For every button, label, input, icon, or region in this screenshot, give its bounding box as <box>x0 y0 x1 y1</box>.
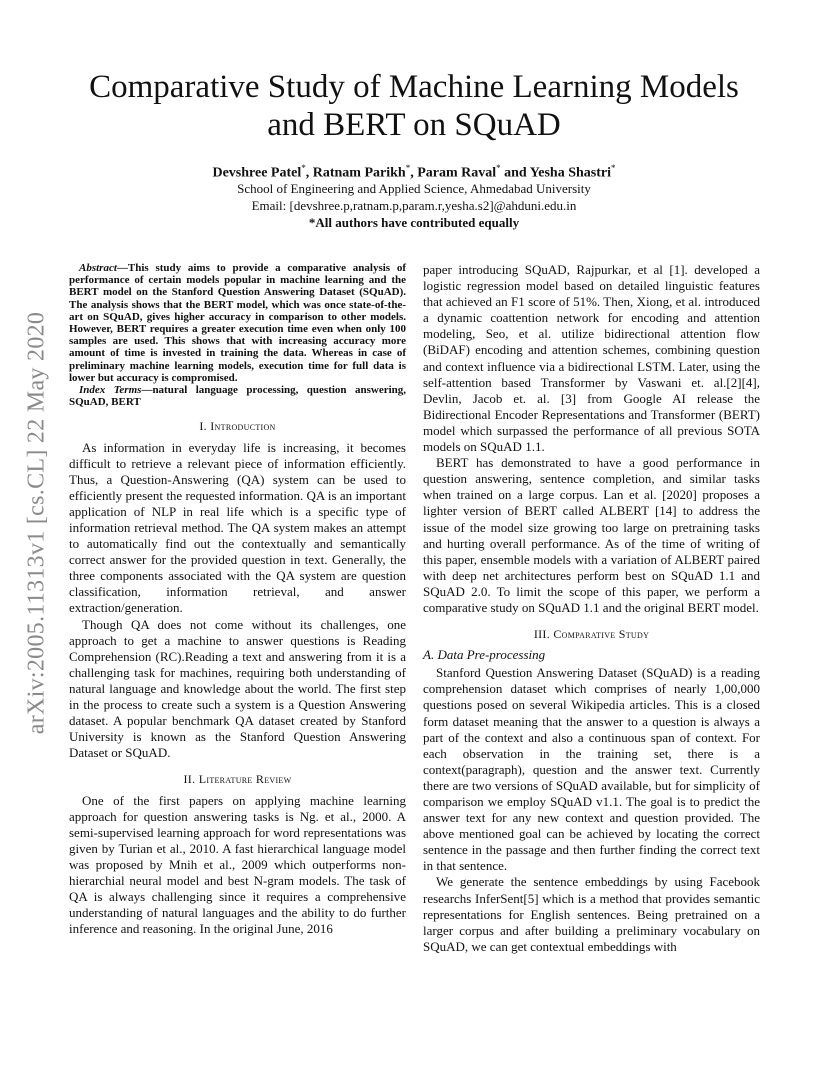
author-name: Ratnam Parikh <box>312 165 406 181</box>
affiliation: School of Engineering and Applied Science, Ahmedabad University <box>237 181 591 196</box>
section-heading-comparative-study <box>423 626 760 642</box>
title-line-2: and BERT on SQuAD <box>267 107 561 143</box>
author-name: Devshree Patel <box>212 165 302 181</box>
section-title: Comparative Study <box>553 627 650 642</box>
subsection-heading: A. Data Pre-processing <box>423 647 546 663</box>
section-heading-literature-review <box>69 771 406 787</box>
left-column <box>69 262 406 937</box>
paragraph-continued: paper introducing SQuAD, Rajpurkar, et al [1]. developed a logistic regression model based on detailed linguistic features that achieved an F1 score of 51%. Then, Xiong, et al. introduced a dynamic coattention network for encoding and attention modeling, Seo, et al. utilize bidirectional attention flow (BiDAF) encoding and attention schemes, combining question and context influence via a bidirectional LSTM. Later, using the self-attention based Transformer by Vaswani et. al.[2][4], Devlin, Jacob et. al. [3] from Google AI release the Bidirectional Encoder Representations and Transformer (BERT) model which surpassed the performance of all previous SOTA models on SQuAD 1.1. <box>423 262 760 455</box>
index-terms-label: Index Terms <box>79 384 142 397</box>
abstract-text: —This study aims to provide a comparative analysis of performance of certain models popular in machine learning and the BERT model on the Stanford Question Answering Dataset (SQuAD). The analysis shows that the BERT model, which was once state-of-the-art on SQuAD, gives higher accuracy in comparison to other models. However, BERT requires a greater execution time even when only 100 samples are used. This shows that with increasing accuracy more amount of time is invested in training the data. Whereas in case of preliminary machine learning models, execution time for full data is lower but accuracy is compromised. <box>69 262 406 384</box>
paragraph: One of the first papers on applying machine learning approach for question answering tasks is Ng. et al., 2000. A semi-supervised learning approach for word representations was given by Turian et al., 2010. A fast hierarchical language model was proposed by Mnih et al., 2009 which outperforms non-hierarchial neural model and best N-gram models. The task of QA is always challenging since it requires a comprehensive understanding of natural languages and the ability to do further inference and reasoning. In the original June, 2016 <box>69 792 406 937</box>
arxiv-identifier <box>22 288 52 758</box>
author-list: Devshree Patel*, Ratnam Parikh*, Param Raval* and Yesha Shastri* <box>212 163 616 181</box>
arxiv-id-text: arXiv:2005.11313v1 [cs.CL] 22 May 2020 <box>23 311 50 735</box>
section-title: Literature Review <box>198 772 292 787</box>
paragraph: Stanford Question Answering Dataset (SQuAD) is a reading comprehension dataset which comprises of nearly 1,00,000 questions posed on several Wikipedia articles. This is a closed form dataset meaning that the answer to a question is always a part of the context and also a continuous span of context. For each observation in the training set, there is a context(paragraph), question and the answer text. Currently there are two versions of SQuAD available, but for simplicity of comparison we employ SQuAD v1.1. The goal is to predict the answer text for any new context and question provided. The above mentioned goal can be achieved by locating the correct sentence in the passage and then further finding the correct text in that sentence. <box>423 665 760 874</box>
equal-contribution-mark: * <box>611 163 616 173</box>
equal-contribution-mark: * <box>496 163 501 173</box>
index-terms-text: —natural language processing, question answering, SQuAD, BERT <box>69 384 407 409</box>
abstract-label: Abstract <box>79 262 117 274</box>
author-name: Param Raval <box>417 165 497 181</box>
section-heading-introduction <box>69 418 406 434</box>
equal-contribution-mark: * <box>405 163 411 173</box>
section-title: Introduction <box>210 419 276 434</box>
section-number: II. <box>183 772 196 787</box>
paragraph: Though QA does not come without its challenges, one approach to get a machine to answer questions is Reading Comprehension (RC).Reading a text and answering from it is a challenging task for machines, requiring both understanding of natural language and knowledge about the world. The first step in the process to create such a system is a Question Answering dataset. A popular benchmark QA dataset created by Stanford University is known as the Stanford Question Answering Dataset or SQuAD. <box>69 616 406 761</box>
paragraph: As information in everyday life is increasing, it becomes difficult to retrieve a relevant piece of information efficiently. Thus, a Question-Answering (QA) system can be used to efficiently present the requested information. QA is an important application of NLP in real life which is a specific type of information retrieval method. The QA system makes an attempt to automatically find out the contextually and semantically correct answer for the provided question in text. Generally, the three components associated with the QA system are question classification, information retrieval, and answer extraction/generation. <box>69 439 406 616</box>
index-terms <box>69 384 406 408</box>
section-number: I. <box>199 419 207 434</box>
paragraph: We generate the sentence embeddings by using Facebook researchs InferSent[5] which is a method that provides semantic representations for English sentences. Being pretrained on a larger corpus and after building a preliminary vocabulary on SQuAD, we can get contextual embeddings with <box>423 874 760 954</box>
right-column <box>423 262 760 955</box>
author-name: Yesha Shastri <box>529 165 611 181</box>
paragraph: BERT has demonstrated to have a good performance in question answering, sentence completion, and similar tasks when trained on a large corpus. Lan et al. [2020] proposes a lighter version of BERT called ALBERT [14] to address the issue of the model size growing too large on pretraining tasks and hurting overall performance. As of the time of writing of this paper, ensemble models with a variation of ALBERT paired with deep net architectures perform best on SQuAD 1.1 and SQuAD 2.0. To limit the scope of this paper, we perform a comparative study on SQuAD 1.1 and the original BERT model. <box>423 455 760 615</box>
title-line-1: Comparative Study of Machine Learning Models <box>89 69 739 105</box>
author-conjunction: and <box>504 165 527 181</box>
equal-contribution-mark: * <box>301 163 306 173</box>
author-email: Email: [devshree.p,ratnam.p,param.r,yesha.s2]@ahduni.edu.in <box>251 198 577 213</box>
section-number: III. <box>533 627 551 642</box>
paper-title <box>60 68 768 144</box>
abstract <box>69 262 406 384</box>
equal-contribution-note: *All authors have contributed equally <box>308 215 520 230</box>
